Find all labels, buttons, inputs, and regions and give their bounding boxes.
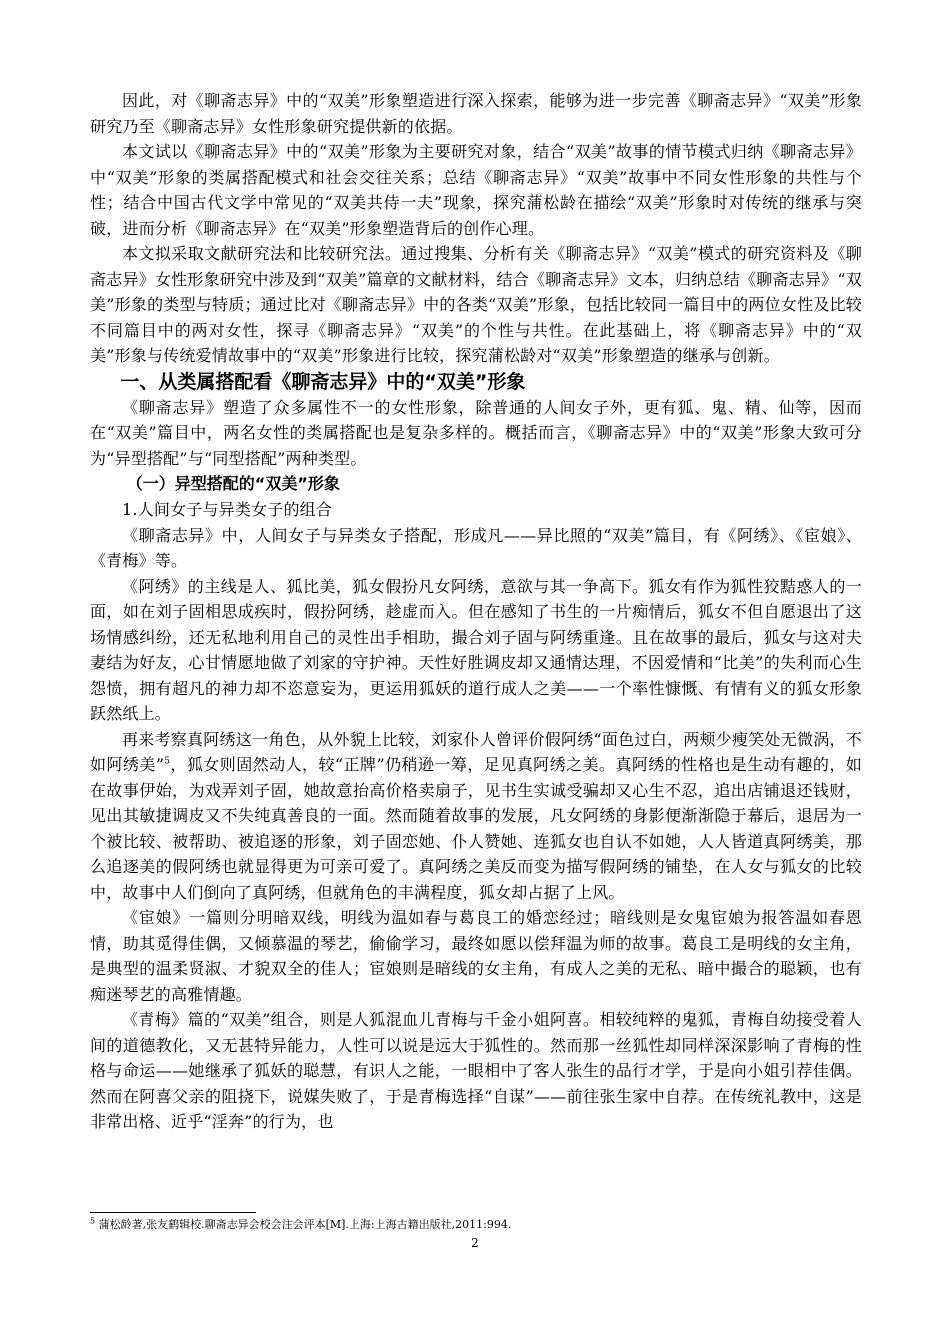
footnote: [90, 1218, 511, 1232]
footnote-text: 蒲松龄著,张友鹤辑校.聊斋志异会校会注会评本[M].上海:上海古籍出版社,2011:994.: [98, 1218, 512, 1231]
footnote-number: 5: [90, 1216, 96, 1226]
body-paragraph: 《青梅》篇的“双美”组合，则是人狐混血儿青梅与千金小姐阿喜。相较纯粹的鬼狐，青梅自幼接受着人间的道德教化，又无甚特异能力，人性可以说是远大于狐性的。然而那一丝狐性却同样深深影响了青梅的性格与命运——她继承了狐妖的聪慧，有识人之能，一眼相中了客人张生的品行才学，于是向小姐引荐佳偶。然而在阿喜父亲的阻挠下，说媒失败了，于是青梅选择“自谋”——前往张生家中自荐。在传统礼教中，这是非常出格、近乎“淫奔”的行为，也: [90, 1010, 862, 1131]
body-paragraph: 《阿绣》的主线是人、狐比美，狐女假扮凡女阿绣，意欲与其一争高下。狐女有作为狐性狡黠惑人的一面，如在刘子固相思成疾时，假扮阿绣，趁虚而入。但在感知了书生的一片痴情后，狐女不但自愿退出了这场情感纠纷，还无私地利用自己的灵性出手相助，撮合刘子固与阿绣重逢。且在故事的最后，狐女与这对夫妻结为好友，心甘情愿地做了刘家的守护神。天性好胜调皮却又通情达理，不因爱情和“比美”的失利而心生怨愤，拥有超凡的神力却不恣意妄为，更运用狐妖的道行成人之美——一个率性慷慨、有情有义的狐女形象跃然纸上。: [90, 576, 862, 723]
section-heading: 一、从类属搭配看《聊斋志异》中的“双美”形象: [120, 370, 526, 393]
body-paragraph: 《聊斋志异》塑造了众多属性不一的女性形象，除普通的人间女子外，更有狐、鬼、精、仙等，因而在“双美”篇目中，两名女性的类属搭配也是复杂多样的。概括而言，《聊斋志异》中的“双美”形象大致可分为“异型搭配”与“同型搭配”两种类型。: [90, 397, 862, 468]
body-paragraph: 本文试以《聊斋志异》中的“双美”形象为主要研究对象，结合“双美”故事的情节模式归纳《聊斋志异》中“双美”形象的类属搭配模式和社会交往关系；总结《聊斋志异》“双美”故事中不同女性形象的共性与个性；结合中国古代文学中常见的“双美共侍一夫”现象，探究蒲松龄在描绘“双美”形象时对传统的继承与突破，进而分析《聊斋志异》在“双美”形象塑造背后的创作心理。: [90, 142, 862, 238]
footnote-reference: 5: [164, 756, 171, 767]
sub-item-heading: 1.人间女子与异类女子的组合: [122, 500, 333, 519]
body-paragraph: 《聊斋志异》中，人间女子与异类女子搭配，形成凡——异比照的“双美”篇目，有《阿绣》、《宦娘》、《青梅》等。: [90, 525, 862, 570]
footnote-separator: [90, 1212, 256, 1213]
paragraph-text: 再来考察真阿绣这一角色，从外貌上比较，刘家仆人曾评价假阿绣“面色过白，两颊少瘦笑处无微涡，不如阿绣美”: [90, 729, 862, 774]
page-number: 2: [471, 1236, 479, 1250]
body-paragraph: 本文拟采取文献研究法和比较研究法。通过搜集、分析有关《聊斋志异》“双美”模式的研究资料及《聊斋志异》女性形象研究中涉及到“双美”篇章的文献材料，结合《聊斋志异》文本，归纳总结《聊斋志异》“双美”形象的类型与特质；通过比对《聊斋志异》中的各类“双美”形象，包括比较同一篇目中的两位女性及比较不同篇目中的两对女性，探寻《聊斋志异》“双美”的个性与共性。在此基础上，将《聊斋志异》中的“双美”形象与传统爱情故事中的“双美”形象进行比较，探究蒲松龄对“双美”形象塑造的继承与创新。: [90, 244, 862, 365]
body-paragraph: [90, 727, 862, 906]
paragraph-text: ，狐女则固然动人，较“正牌”仍稍逊一筹，足见真阿绣之美。真阿绣的性格也是生动有趣的，如在故事伊始，为戏弄刘子固，她故意抬高价格卖扇子，见书生实诚受骗却又心生不忍，追出店铺退还钱财，见出其敏捷调皮又不失纯真善良的一面。然而随着故事的发展，凡女阿绣的身影便渐渐隐于幕后，退居为一个被比较、被帮助、被追逐的形象，刘子固恋她、仆人赞她、连狐女也自认不如她，人人皆道真阿绣美，那么追逐美的假阿绣也就显得更为可亲可爱了。真阿绣之美反而变为描写假阿绣的铺垫，在人女与狐女的比较中，故事中人们倒向了真阿绣，但就角色的丰满程度，狐女却占据了上风。: [90, 755, 862, 902]
subsection-heading: （一）异型搭配的“双美”形象: [126, 474, 340, 493]
document-page: [90, 88, 862, 1135]
body-paragraph: 《宦娘》一篇则分明暗双线，明线为温如春与葛良工的婚恋经过；暗线则是女鬼宦娘为报答温如春恩情，助其觅得佳偶，又倾慕温的琴艺，偷偷学习，最终如愿以偿拜温为师的故事。葛良工是明线的女主角，是典型的温柔贤淑、才貌双全的佳人；宦娘则是暗线的女主角，有成人之美的无私、暗中撮合的聪颖，也有痴迷琴艺的高雅情趣。: [90, 908, 862, 1004]
body-paragraph: 因此，对《聊斋志异》中的“双美”形象塑造进行深入探索，能够为进一步完善《聊斋志异》“双美”形象研究乃至《聊斋志异》女性形象研究提供新的依据。: [90, 91, 862, 136]
